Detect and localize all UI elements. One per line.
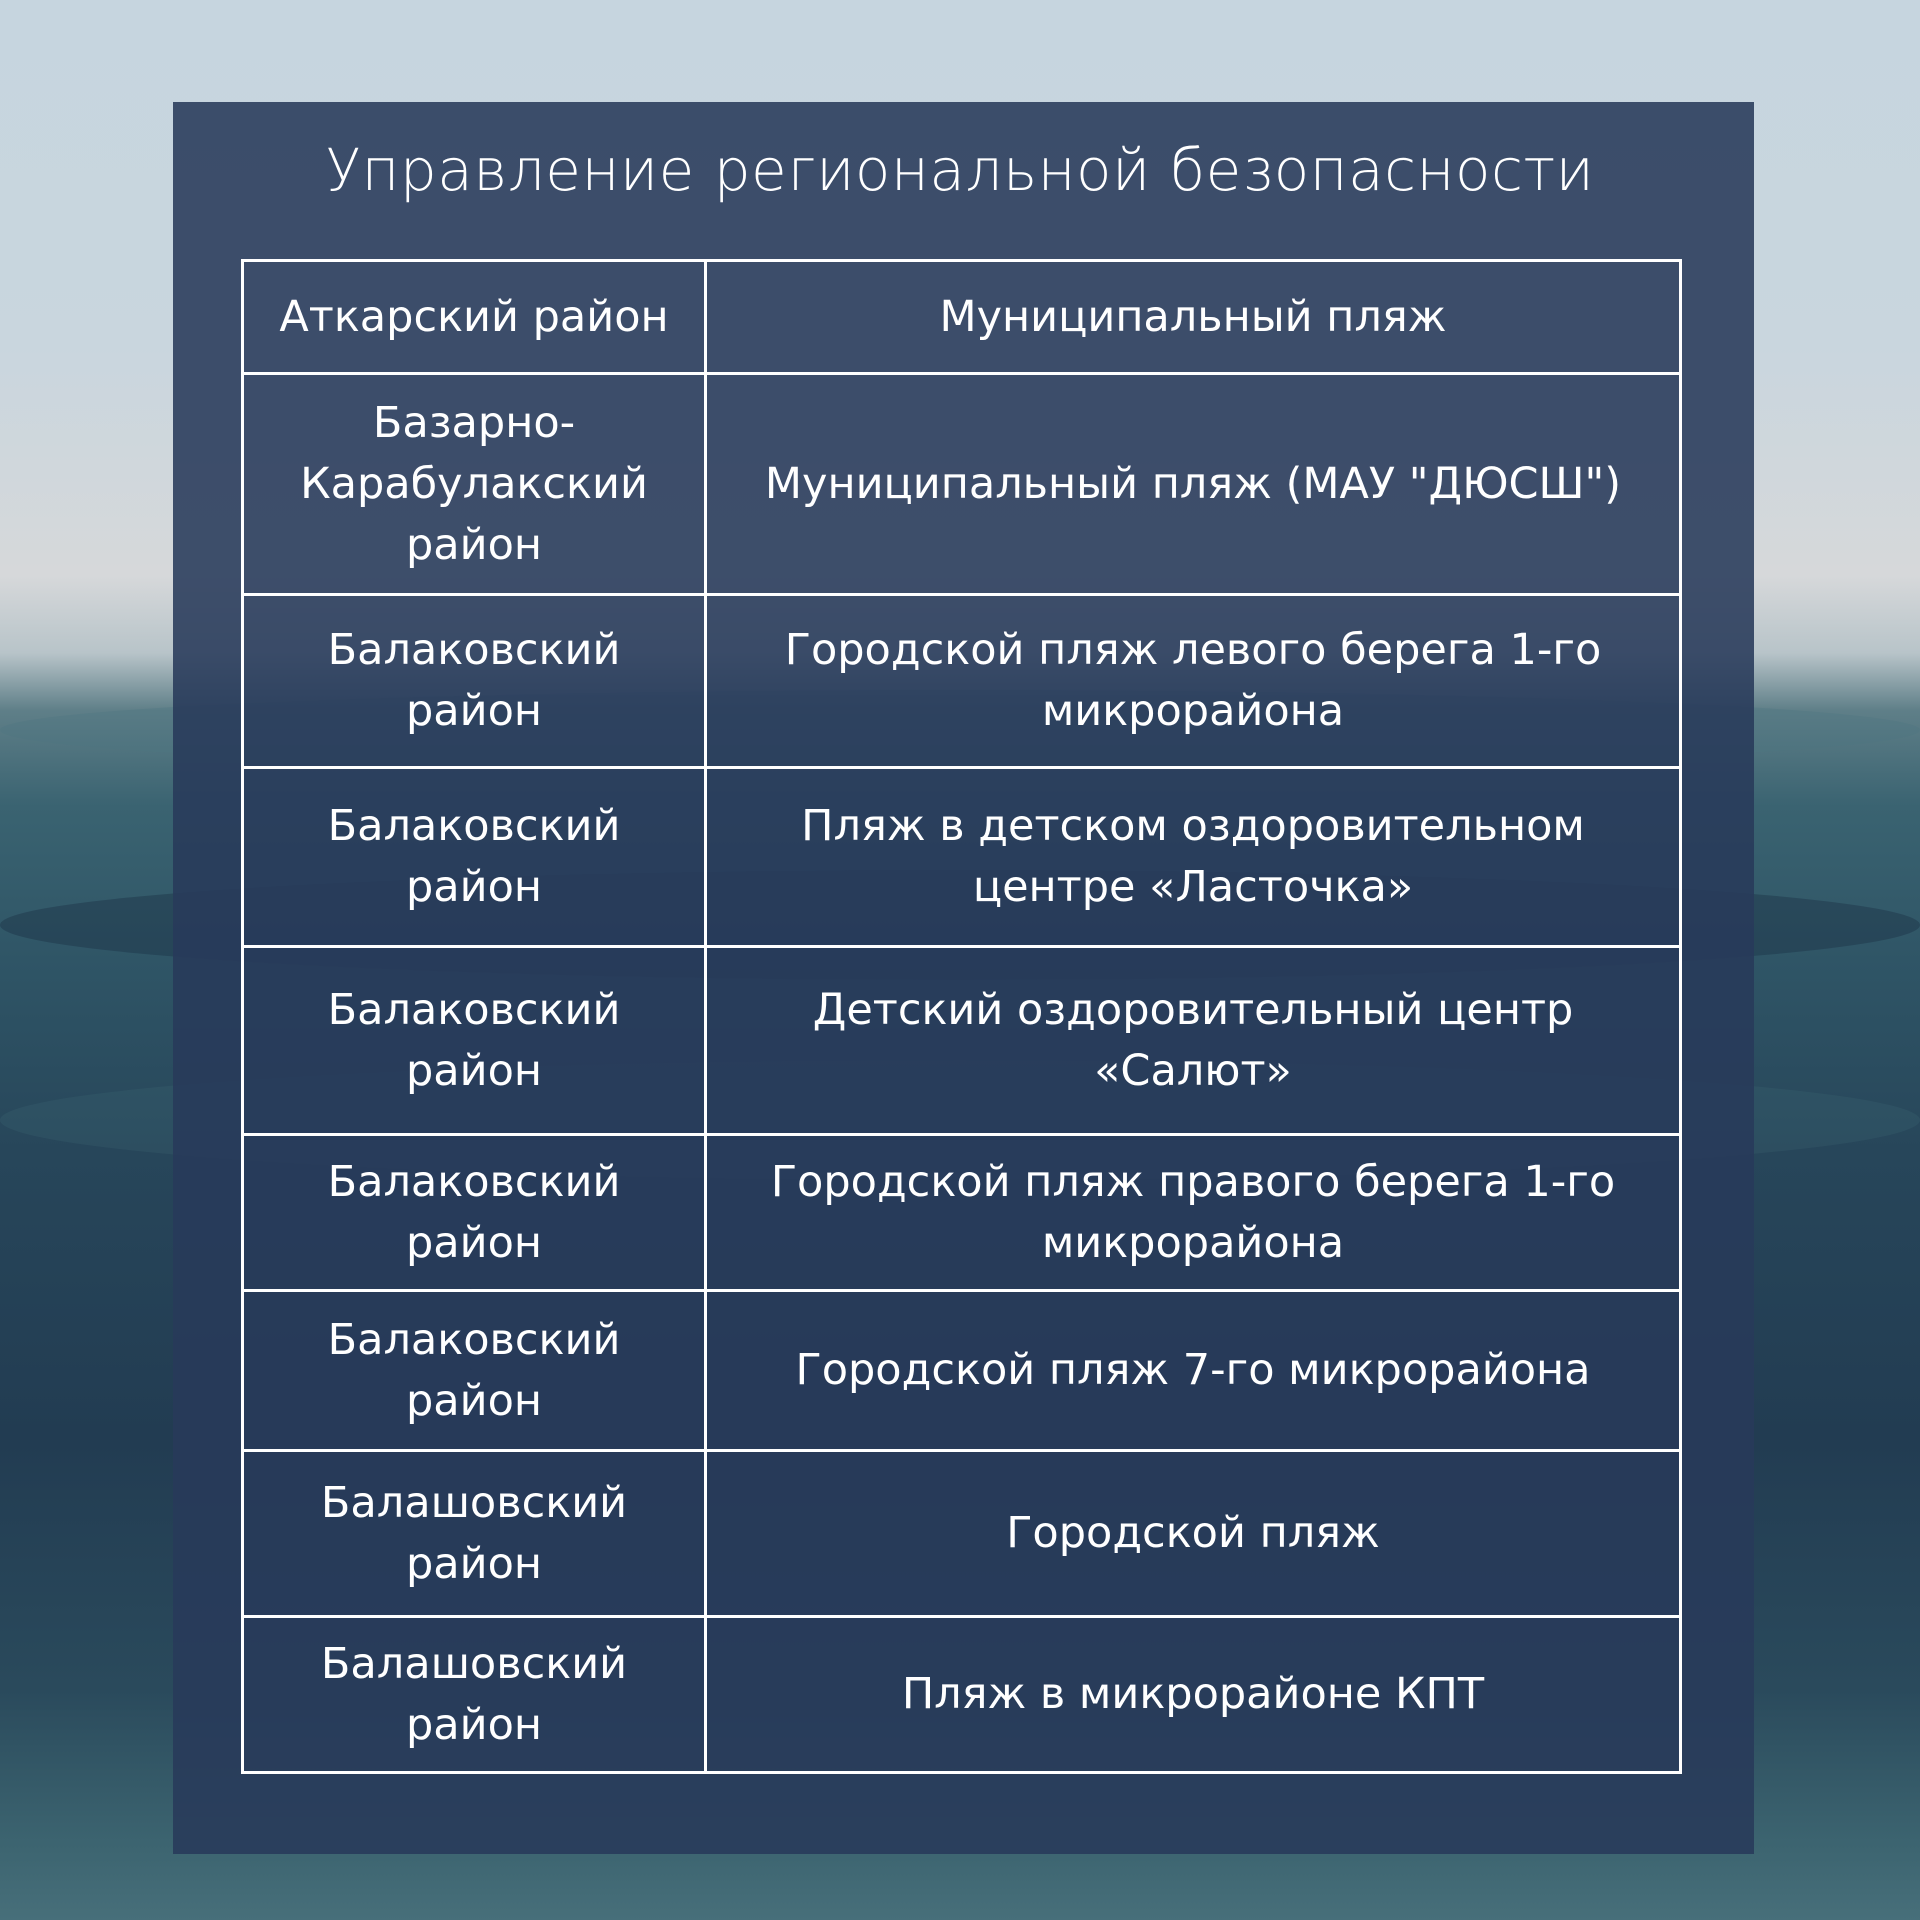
beach-cell: Пляж в детском оздоровительном центре «Ласточка» bbox=[706, 768, 1681, 947]
district-cell: Балаковский район bbox=[243, 947, 706, 1135]
beach-cell: Муниципальный пляж bbox=[706, 261, 1681, 374]
district-cell: Балаковский район bbox=[243, 595, 706, 768]
table-row bbox=[243, 1617, 1681, 1773]
page-title: Управление региональной безопасности bbox=[325, 136, 1595, 204]
beach-cell: Городской пляж правого берега 1-го микрорайона bbox=[706, 1135, 1681, 1291]
table-row bbox=[243, 1291, 1681, 1451]
beach-cell: Детский оздоровительный центр «Салют» bbox=[706, 947, 1681, 1135]
district-cell: Балаковский район bbox=[243, 1291, 706, 1451]
table-row bbox=[243, 947, 1681, 1135]
beach-cell: Городской пляж bbox=[706, 1451, 1681, 1617]
table-row bbox=[243, 374, 1681, 595]
beach-cell: Пляж в микрорайоне КПТ bbox=[706, 1617, 1681, 1773]
district-cell: Балаковский район bbox=[243, 1135, 706, 1291]
district-cell: Балашовский район bbox=[243, 1451, 706, 1617]
table-row bbox=[243, 1135, 1681, 1291]
beaches-table bbox=[241, 259, 1682, 1774]
district-cell: Балашовский район bbox=[243, 1617, 706, 1773]
beach-cell: Городской пляж 7-го микрорайона bbox=[706, 1291, 1681, 1451]
table-row bbox=[243, 261, 1681, 374]
table-row bbox=[243, 768, 1681, 947]
district-cell: Аткарский район bbox=[243, 261, 706, 374]
beach-cell: Городской пляж левого берега 1-го микрорайона bbox=[706, 595, 1681, 768]
beach-cell: Муниципальный пляж (МАУ "ДЮСШ") bbox=[706, 374, 1681, 595]
table-row bbox=[243, 1451, 1681, 1617]
district-cell: Базарно-Карабулакский район bbox=[243, 374, 706, 595]
district-cell: Балаковский район bbox=[243, 768, 706, 947]
table-row bbox=[243, 595, 1681, 768]
